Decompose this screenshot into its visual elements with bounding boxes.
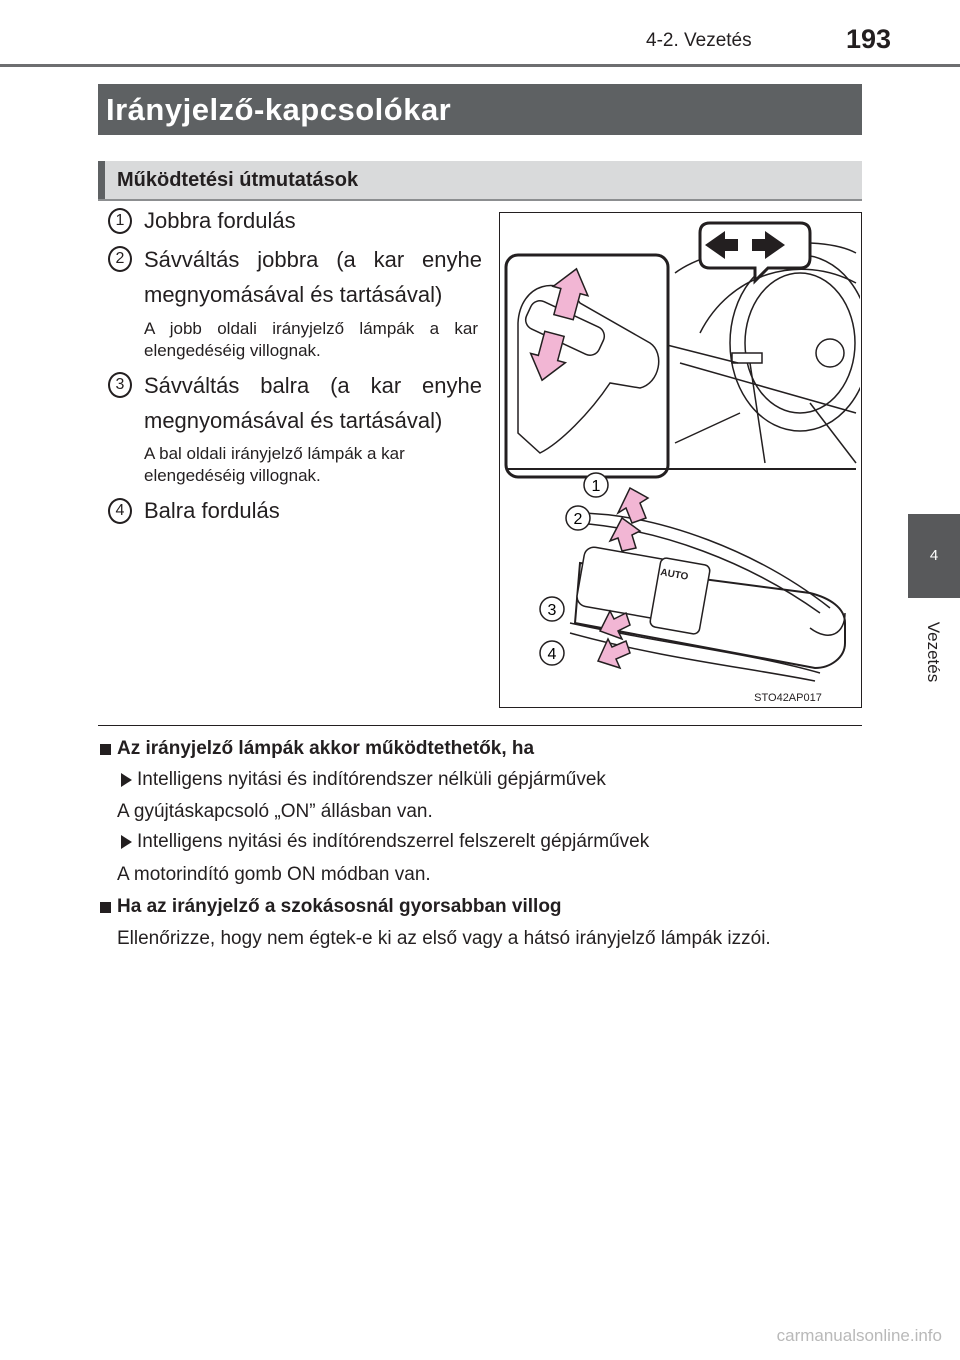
watermark: carmanualsonline.info (776, 1326, 942, 1345)
section-separator (98, 725, 862, 726)
chapter-tab-label-text: Vezetés (924, 621, 943, 683)
turn-signal-lever-figure (499, 212, 862, 708)
step-number-3: 3 (108, 372, 132, 398)
hand-inset (506, 255, 738, 477)
note-text-1: A gyújtáskapcsoló „ON” állásban van. (117, 801, 433, 822)
step-note-3: A bal oldali irányjelző lámpák a kar elengedéséig villognak. (144, 444, 405, 485)
direction-bubble (700, 223, 810, 281)
running-header-section: 4-2. Vezetés (646, 30, 752, 51)
note-condition-1: Intelligens nyitási és indítórendszer nélküli gépjárművek (137, 769, 606, 790)
header-rule (0, 64, 960, 67)
step-text-4: Balra fordulás (144, 498, 280, 523)
section-subtitle: Működtetési útmutatások (98, 161, 862, 199)
note-text-3: Ellenőrizze, hogy nem égtek-e ki az első vagy a hátsó irányjelző lámpák izzói. (117, 928, 771, 949)
step-number-2: 2 (108, 246, 132, 272)
page-title: Irányjelző-kapcsolókar (98, 84, 862, 135)
note-condition-2: Intelligens nyitási és indítórendszerrel felszerelt gépjárművek (137, 831, 650, 852)
callout-1: 1 (591, 478, 601, 495)
bullet-square-icon (100, 744, 111, 755)
lever-illustration (500, 213, 860, 706)
step-note-2: A jobb oldali irányjelző lámpák a kar elengedéséig villognak. (144, 319, 478, 360)
lever-auto-label: AUTO (659, 567, 690, 583)
step-number-1: 1 (108, 208, 132, 234)
triangle-bullet-icon (121, 773, 132, 787)
step-number-4: 4 (108, 498, 132, 524)
bullet-square-icon (100, 902, 111, 913)
page-number: 193 (846, 24, 892, 54)
step-text-2: Sávváltás jobbra (a kar enyhe megnyomásával és tartásával) (144, 247, 482, 307)
step-text-1: Jobbra fordulás (144, 208, 296, 233)
chapter-tab-number: 4 (908, 514, 960, 598)
note-heading-2: Ha az irányjelző a szokásosnál gyorsabban villog (117, 896, 562, 917)
step-text-3: Sávváltás balra (a kar enyhe megnyomásával és tartásával) (144, 373, 482, 433)
chapter-tab-label (906, 612, 960, 692)
triangle-bullet-icon (121, 835, 132, 849)
subtitle-rule (98, 199, 862, 201)
figure-code: STO42AP017 (754, 692, 822, 704)
callout-3: 3 (547, 602, 557, 619)
lane-right-arrow-icon (610, 518, 640, 551)
callout-4: 4 (547, 646, 557, 663)
dashboard-sketch (675, 243, 860, 463)
callout-2: 2 (573, 511, 583, 528)
note-heading-1: Az irányjelző lámpák akkor működtethetők, ha (117, 738, 535, 759)
note-text-2: A motorindító gomb ON módban van. (117, 864, 431, 885)
